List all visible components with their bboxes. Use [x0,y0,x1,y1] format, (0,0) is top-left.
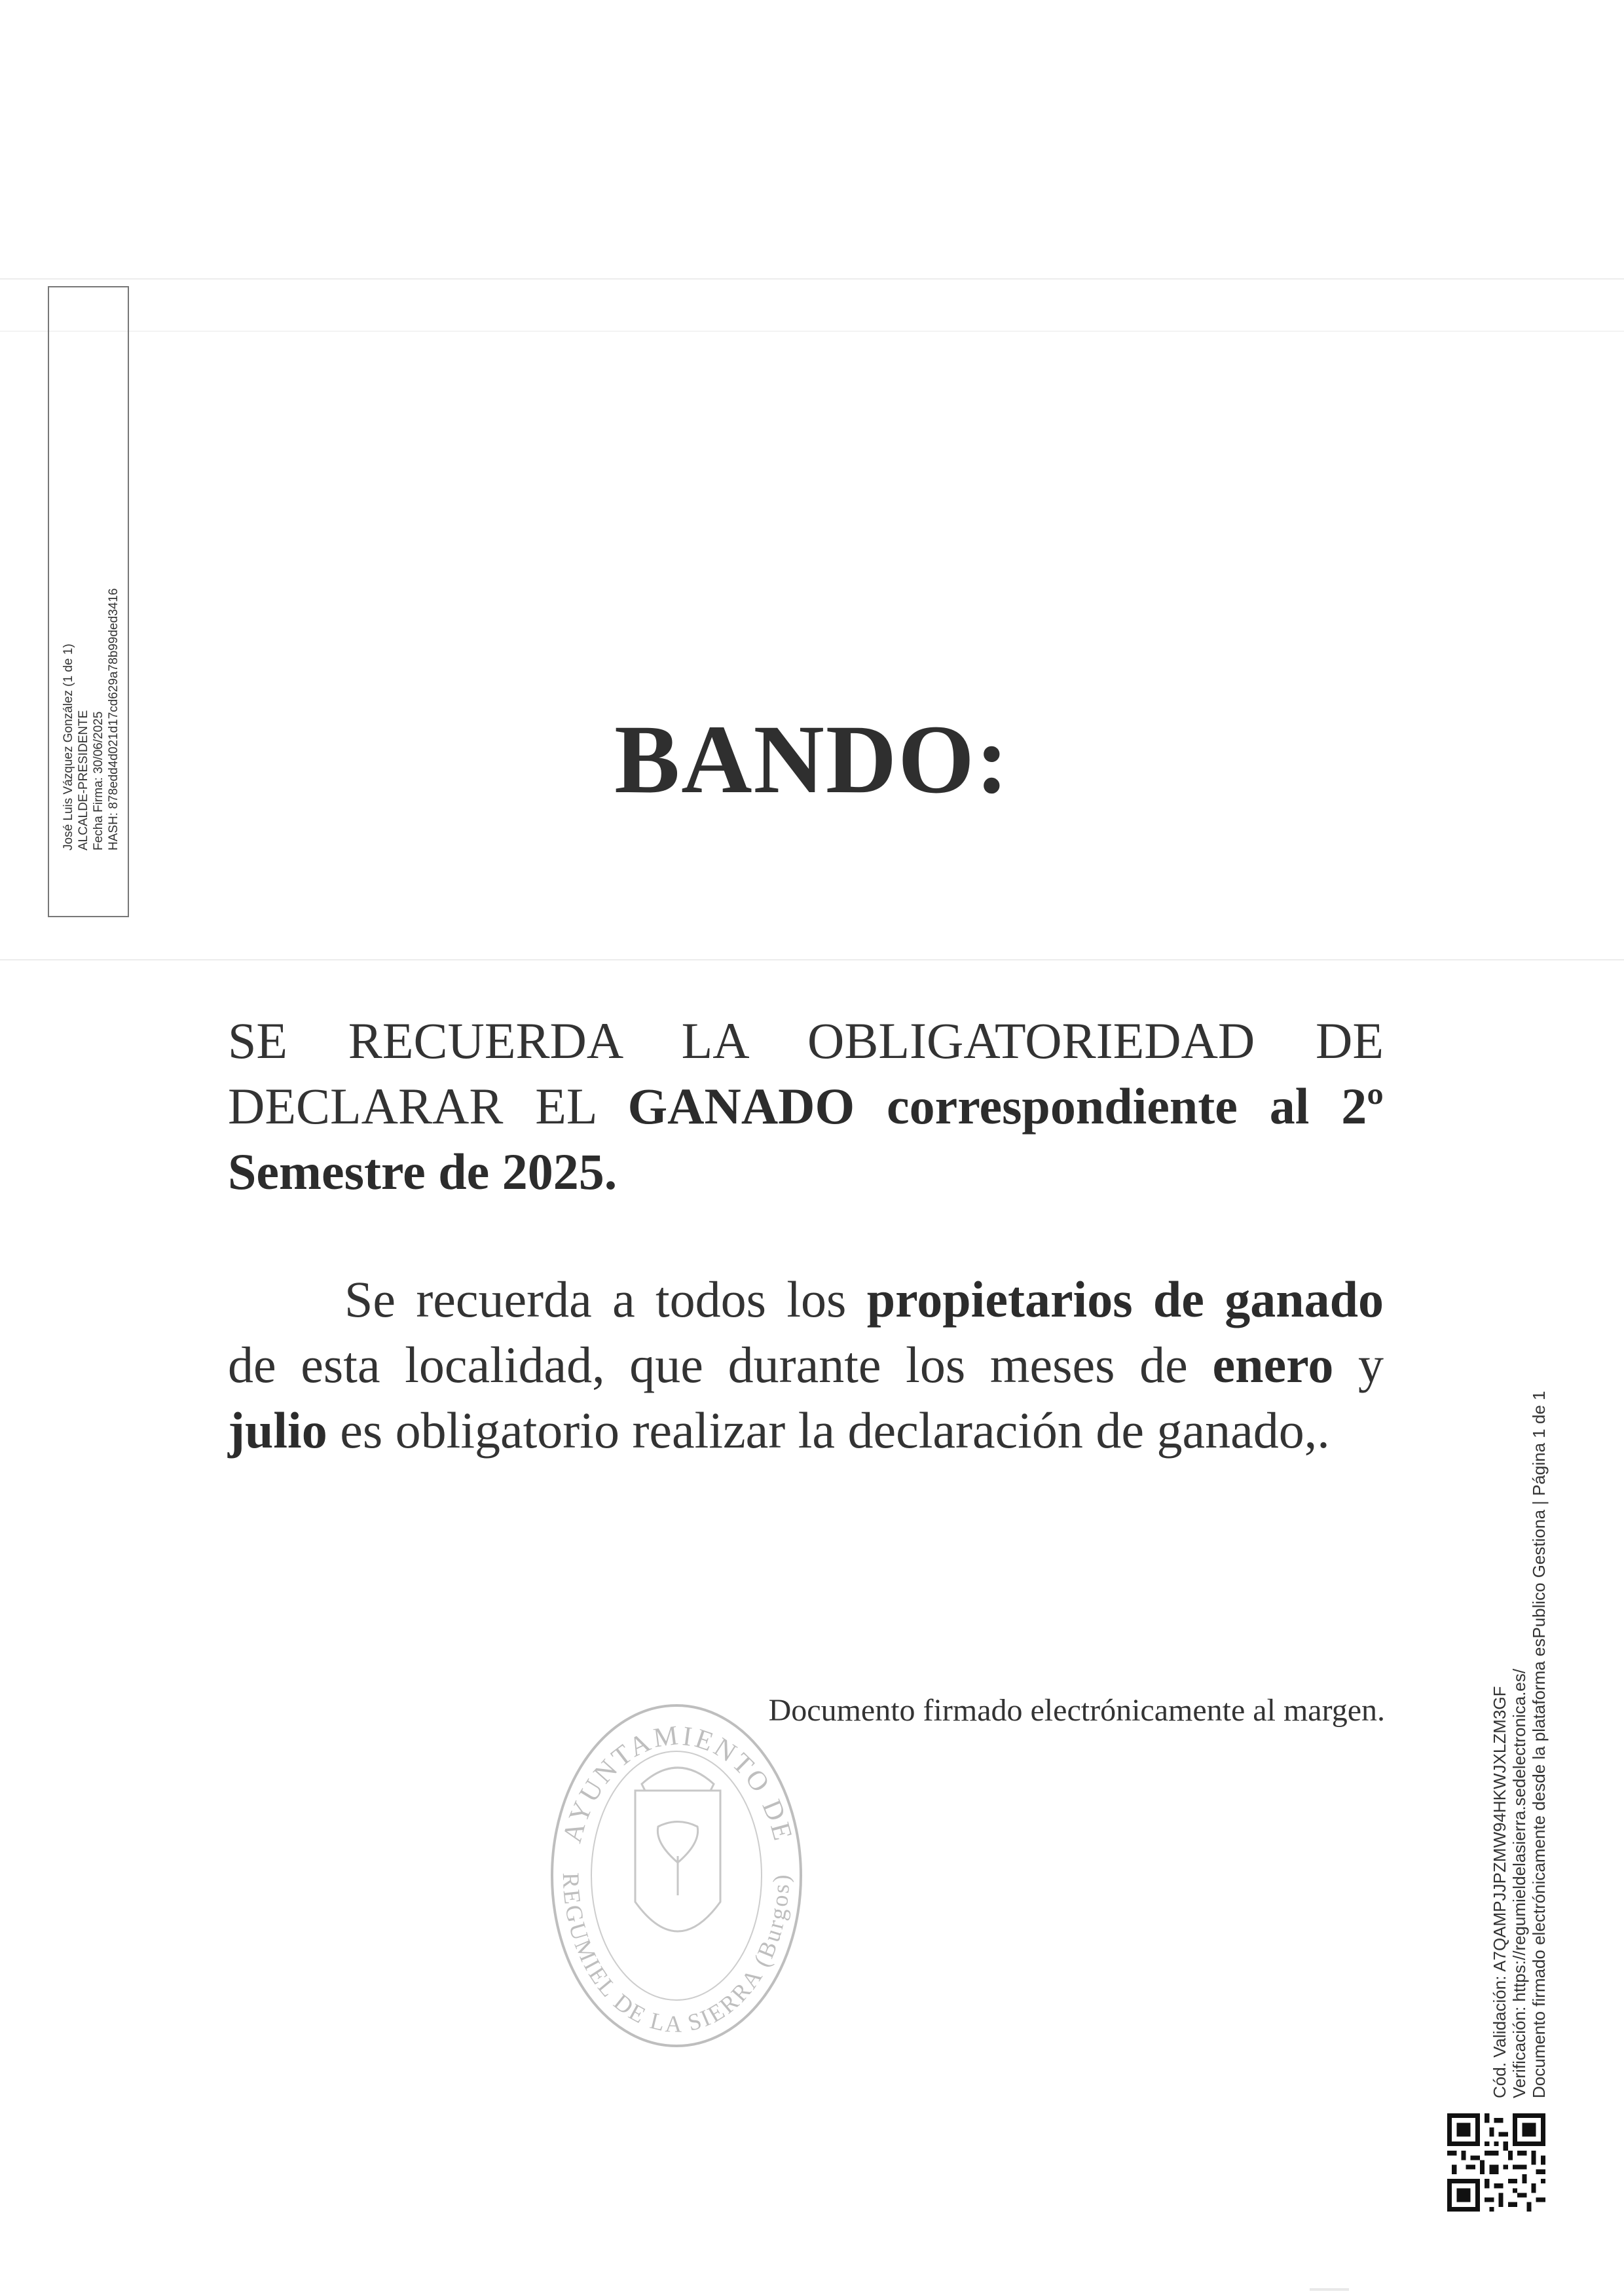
top-divider [0,278,1624,280]
body-bold: enero [1212,1336,1334,1393]
signature-line: Fecha Firma: 30/06/2025 [92,711,105,850]
signature-box [48,286,129,917]
body-text: y [1333,1336,1384,1393]
body-text: Se recuerda a todos los [344,1271,867,1328]
verification-block [1490,1391,1549,2098]
signature-line: José Luis Vázquez González (1 de 1) [62,644,75,850]
reminder-heading-bold: GANADO correspondiente al 2º Semestre de 2025. [228,1078,1384,1200]
seal-crown-icon [642,1768,714,1791]
scan-mark [1310,2288,1349,2291]
municipal-seal [537,1686,812,2052]
top-divider-faint [0,331,1624,332]
page-title: BANDO: [614,705,1010,814]
seal-tree-icon [657,1822,697,1896]
platform-note: Documento firmado electrónicamente desde la plataforma esPublico Gestiona | Página 1 de 1 [1529,1391,1549,2098]
verification-url[interactable]: Verificación: https://regumieldelasierra.sedelectronica.es/ [1509,1668,1529,2098]
body-text: de esta localidad, que durante los meses de [228,1336,1213,1393]
reminder-heading-text: SE RECUERDA LA OBLIGATORIEDAD DE DECLARAR EL [228,1012,1384,1135]
body-bold: julio [228,1402,327,1459]
middle-divider [0,959,1624,960]
svg-text:AYUNTAMIENTO DE [557,1721,798,1846]
body-bold: propietarios de ganado [866,1271,1384,1328]
seal-bottom-text: REGUMIEL DE LA SIERRA (Burgos) [557,1872,795,2037]
validation-code: Cód. Validación: A7QAMPJJPZMW94HKWJXLZM3GF [1490,1686,1509,2098]
body-text: es obligatorio realizar la declaración de ganado,. [327,1402,1330,1459]
reminder-body [228,1267,1384,1463]
signed-note: Documento firmado electrónicamente al margen. [768,1693,1385,1728]
qr-code-icon [1447,2113,1545,2212]
signature-line: HASH: 878edd4d021d17cd629a78b99ded3416 [107,588,120,850]
reminder-heading [228,1008,1384,1205]
signature-line: ALCALDE-PRESIDENTE [77,710,90,850]
svg-text:REGUMIEL DE LA SIERRA (Burgos) [558,1872,794,2037]
seal-top-text: AYUNTAMIENTO DE [557,1720,799,1846]
